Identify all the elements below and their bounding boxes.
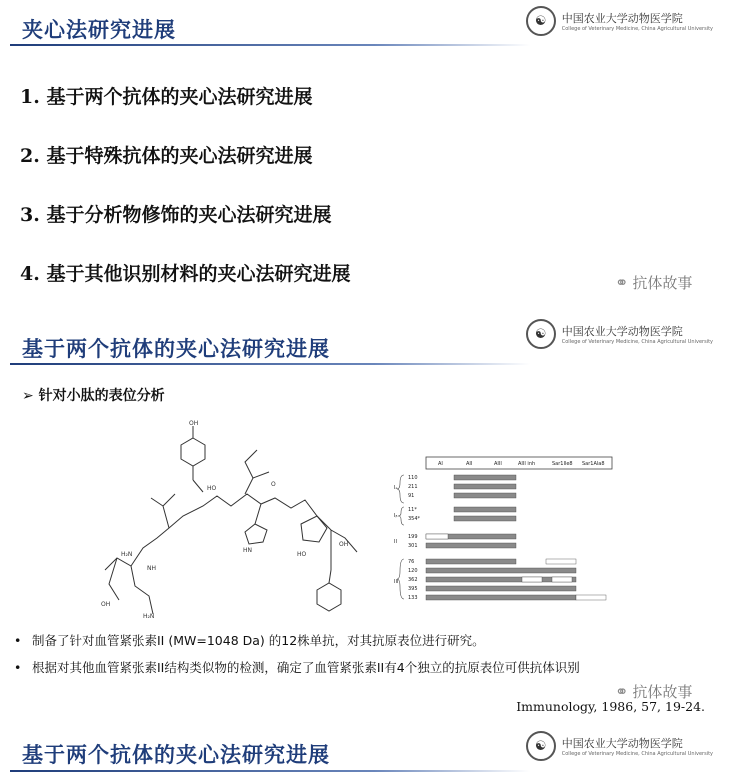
- group-label: III: [394, 579, 399, 585]
- map-header: Sar1Ile8: [552, 461, 573, 467]
- slide-title: 夹心法研究进展: [22, 17, 176, 42]
- citation: Immunology, 1986, 57, 19-24.: [516, 699, 705, 714]
- slide-epitope: [0, 315, 735, 725]
- svg-text:NH: NH: [147, 565, 156, 572]
- slide-title: 基于两个抗体的夹心法研究进展: [22, 336, 330, 361]
- svg-text:O: O: [271, 481, 276, 488]
- university-logo: [526, 319, 713, 349]
- title-underline: [10, 44, 530, 46]
- university-logo: [526, 731, 713, 761]
- slide-next: [0, 725, 735, 775]
- clone-label: 199: [408, 534, 418, 540]
- seal-icon: ☯: [526, 731, 556, 761]
- clone-label: 11*: [408, 507, 417, 513]
- svg-text:HO: HO: [297, 551, 307, 558]
- svg-text:H₂N: H₂N: [143, 613, 155, 620]
- map-header: AI: [438, 461, 443, 467]
- toc-list: [20, 82, 350, 305]
- map-header: AII: [466, 461, 473, 467]
- map-header: Sar1Ala8: [582, 461, 605, 467]
- clone-label: 362: [408, 577, 418, 583]
- map-header: AIII: [494, 461, 502, 467]
- svg-text:OH: OH: [189, 420, 199, 427]
- logo-name-cn: 中国农业大学动物医学院: [561, 12, 683, 25]
- logo-name-en: College of Veterinary Medicine, China Agricultural University: [561, 339, 713, 345]
- logo-name-cn: 中国农业大学动物医学院: [561, 325, 683, 338]
- wechat-icon: ⚭: [615, 682, 629, 701]
- group-label: Iᵦ: [394, 513, 398, 519]
- seal-icon: ☯: [526, 319, 556, 349]
- clone-label: 110: [408, 475, 418, 481]
- bullet-dot-icon: •: [14, 660, 22, 675]
- watermark-text: 抗体故事: [632, 274, 693, 292]
- slide-title: 基于两个抗体的夹心法研究进展: [22, 742, 330, 767]
- clone-label: 395: [408, 586, 418, 592]
- title-underline: [10, 363, 530, 365]
- title-underline: [10, 770, 530, 772]
- seal-icon: ☯: [526, 6, 556, 36]
- subheading: [22, 385, 165, 405]
- clone-label: 301: [408, 543, 418, 549]
- subheading-text: 针对小肽的表位分析: [38, 388, 165, 404]
- map-header: AIII inh: [518, 461, 536, 467]
- clone-label: 133: [408, 595, 418, 601]
- clone-label: 76: [408, 559, 415, 565]
- bullet-text: 根据对其他血管紧张素II结构类似物的检测，确定了血管紧张素II有4个独立的抗原表位可供抗体识别: [32, 660, 580, 675]
- toc-item: 4. 基于其他识别材料的夹心法研究进展: [20, 263, 351, 285]
- epitope-mapping-table: [392, 453, 622, 613]
- toc-item: 3. 基于分析物修饰的夹心法研究进展: [20, 204, 332, 226]
- svg-text:OH: OH: [339, 541, 349, 548]
- clone-label: 120: [408, 568, 418, 574]
- bullet-item: [14, 633, 724, 649]
- toc-item: 1. 基于两个抗体的夹心法研究进展: [20, 86, 313, 108]
- bullet-dot-icon: •: [14, 633, 22, 648]
- svg-text:HN: HN: [243, 547, 252, 554]
- watermark: [615, 272, 692, 293]
- bullet-item: [14, 660, 724, 676]
- group-label: Iₐ: [394, 485, 398, 491]
- bullet-text: 制备了针对血管紧张素II (MW=1048 Da) 的12株单抗，对其抗原表位进行研究。: [32, 633, 485, 648]
- wechat-icon: ⚭: [615, 273, 629, 292]
- logo-name-en: College of Veterinary Medicine, China Agricultural University: [561, 751, 713, 757]
- university-logo: [526, 6, 713, 36]
- toc-item: 2. 基于特殊抗体的夹心法研究进展: [20, 145, 313, 167]
- svg-text:HO: HO: [207, 485, 217, 492]
- svg-text:H₂N: H₂N: [121, 551, 133, 558]
- group-label: II: [394, 539, 397, 545]
- slide-toc: [0, 0, 735, 305]
- watermark-text: 抗体故事: [632, 683, 693, 701]
- bullet-list: [14, 633, 724, 687]
- logo-name-en: College of Veterinary Medicine, China Agricultural University: [561, 26, 713, 32]
- angiotensin-structure-diagram: [95, 420, 375, 620]
- arrow-bullet-icon: ➢: [22, 388, 39, 404]
- logo-name-cn: 中国农业大学动物医学院: [561, 737, 683, 750]
- svg-text:OH: OH: [101, 601, 111, 608]
- clone-label: 91: [408, 493, 415, 499]
- clone-label: 211: [408, 484, 418, 490]
- clone-label: 354*: [408, 516, 421, 522]
